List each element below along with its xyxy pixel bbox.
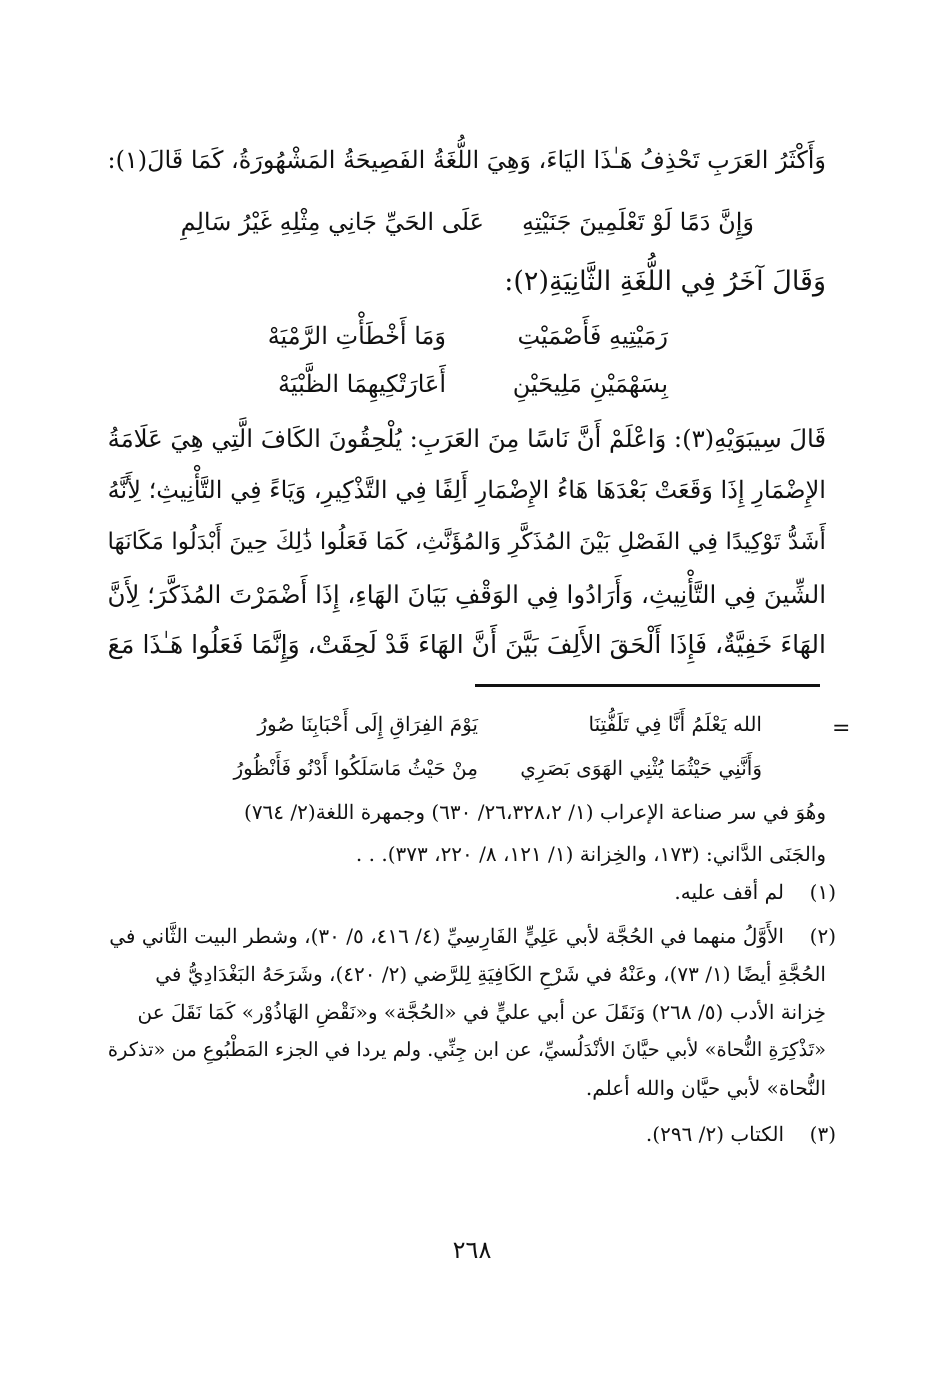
footnote-2-line-3: خِزانة الأدب (٥/ ٢٦٨) وَنَقَلَ عن أبي عليٍّ في «الحُجَّة» و«نَقْضِ الهَاذُوْر» كَمَا نَقَلَ عن xyxy=(137,1000,826,1024)
body-line-6: الشِّينَ فِي التَّأْنِيثِ، وَأَرَادُوا فِي الوَقْفِ بَيَانَ الهَاءِ، إِذَا أَضْمَرْتَ المُذَكَّرَ؛ لِأَنَّ xyxy=(107,580,826,609)
fn-verse-row2-right: وَأَنَّنِي حَيْثُمَا يُثْنِي الهَوَى بَصَرِي xyxy=(520,756,762,780)
body-line-2: وَقَالَ آخَرُ فِي اللُّغَةِ الثَّانِيَةِ(٢): xyxy=(504,266,826,297)
fn-cont-line-2: والجَنَى الدَّاني: (١٧٣، والخِزانة (١/ ١٢١، ٨/ ٢٢٠، ٣٧٣). . . xyxy=(355,842,826,866)
verse2-row1-right: رَمَيْتِيهِ فَأَصْمَيْتِ xyxy=(517,322,668,350)
footnote-3-line-1: الكتاب (٢/ ٢٩٦). xyxy=(645,1122,784,1146)
footnote-number-3: (٣) xyxy=(809,1122,836,1146)
footnote-number-2: (٢) xyxy=(809,924,836,948)
footnote-number-1: (١) xyxy=(809,880,836,904)
body-line-4: الإِضْمَارِ إِذَا وَقَعَتْ بَعْدَهَا هَاءُ الإِضْمَارِ أَلِفًا فِي التَّذْكِيرِ، وَيَاءً فِي التَّأْنِيثِ؛ لِأَنَّهُ xyxy=(107,476,826,504)
fn-cont-line-1: وهُوَ في سر صناعة الإعراب (١/ ٢٦،٣٢٨،٢/ ٦٣٠) وجمهرة اللغة(٢/ ٧٦٤) xyxy=(244,800,826,824)
fn-verse-row1-left: يَوْمَ الفِرَاقِ إِلَى أَحْبَابِنَا صُورُ xyxy=(257,712,478,736)
verse2-row2-right: بِسَهْمَيْنِ مَلِيحَيْنِ xyxy=(512,370,668,398)
verse2-row2-left: أَعَارَتْكِيهِمَا الظَّبْيَهْ xyxy=(278,370,446,398)
footnote-separator xyxy=(475,684,820,687)
continuation-mark: = xyxy=(832,716,851,741)
body-line-1: وَأَكْثَرُ العَرَبِ تَحْذِفُ هَـٰذَا اليَاءَ، وَهِيَ اللُّغَةُ الفَصِيحَةُ المَشْهُورَةُ، كَمَا قَالَ(١): xyxy=(107,146,826,174)
verse1-left: عَلَى الحَيِّ جَانِي مِثْلِهِ غَيْرُ سَالِمِ xyxy=(180,208,484,236)
footnote-2-line-2: الحُجَّةِ أيضًا (١/ ٧٣)، وعَنْهُ في شَرْحِ الكَافِيَةِ لِلرَّضي (٢/ ٤٢٠)، وشَرَحَهُ البَغْدَادِيُّ في xyxy=(155,962,826,986)
verse1-right: وَإِنَّ دَمًا لَوْ تَعْلَمِينَ جَنَيْتِهِ xyxy=(522,208,754,236)
fn-verse-row1-right: الله يَعْلَمُ أَنَّا فِي تَلَفُّتِنَا xyxy=(588,712,762,736)
footnote-2-line-4: «تَذْكِرَةِ النُّحاة» لأبي حيَّانَ الأنْدَلُسيِّ، عن ابن جِنِّي. ولم يردا في الجزء المَطْبُوعِ من «تذكرة xyxy=(107,1038,826,1061)
body-line-5: أَشَدُّ تَوْكِيدًا فِي الفَصْلِ بَيْنَ المُذَكَّرِ وَالمُؤَنَّثِ، كَمَا فَعَلُوا ذَٰلِكَ حِينَ أَبْدَلُوا مَكَانَهَا xyxy=(107,528,826,555)
verse2-row1-left: وَمَا أَخْطَأْتِ الرَّمْيَهْ xyxy=(267,322,446,350)
fn-verse-row2-left: مِنْ حَيْثُ مَاسَلَكُوا أَدْنُو فَأَنْظُورُ xyxy=(233,756,478,780)
footnote-1-line-1: لم أقف عليه. xyxy=(674,880,784,904)
footnote-2-line-5: النُّحاة» لأبي حيَّان والله أعلم. xyxy=(585,1076,826,1100)
footnote-2-line-1: الأَوَّلُ منهما في الحُجَّة لأبي عَلِيٍّ الفَارِسِيِّ (٤/ ٤١٦، ٥/ ٣٠)، وشطر البيت الثَّاني في xyxy=(109,924,784,948)
body-line-7: الهَاءَ خَفِيَّةٌ، فَإِذَا أَلْحَقَ الأَلِفَ بَيَّنَ أَنَّ الهَاءَ قَدْ لَحِقَتْ، وَإِنَّمَا فَعَلُوا هَـٰذَا مَعَ xyxy=(107,630,826,659)
page-number: ٢٦٨ xyxy=(452,1236,492,1264)
body-line-3: قَالَ سِيبَوَيْهِ(٣): وَاعْلَمْ أَنَّ نَاسًا مِنَ العَرَبِ: يُلْحِقُونَ الكَافَ الَّتِي هِيَ عَلَامَةُ xyxy=(107,424,826,453)
